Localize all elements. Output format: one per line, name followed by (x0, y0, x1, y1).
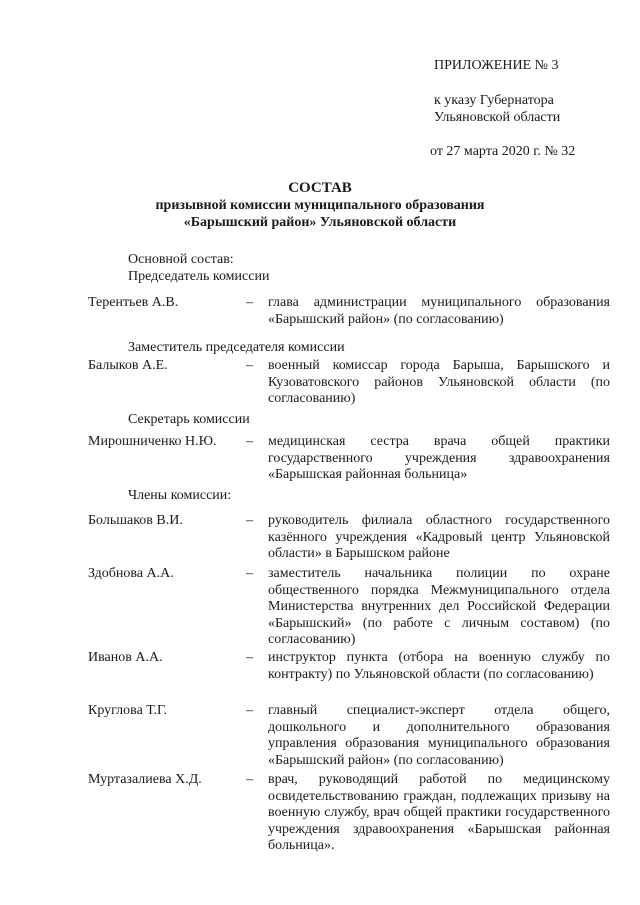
person-description: медицинская сестра врача общей практики государственного учреждения здравоохранения «Барышская районная больница» (268, 434, 610, 482)
document-title: СОСТАВ (288, 180, 352, 196)
person-dash: – (246, 358, 253, 373)
person-name: Круглова Т.Г. (88, 703, 167, 718)
document-subtitle-1: призывной комиссии муниципального образования (155, 198, 485, 213)
decree-line-1: к указу Губернатора (434, 93, 554, 108)
person-name: Балыков А.Е. (88, 358, 168, 373)
person-description: руководитель филиала областного государственного казённого учреждения «Кадровый центр Ульяновской области» в Барышском районе (268, 513, 610, 561)
person-name: Иванов А.А. (88, 650, 163, 665)
decree-line-2: Ульяновской области (434, 110, 561, 125)
person-dash: – (246, 566, 253, 581)
person-name: Большаков В.И. (88, 513, 183, 528)
person-name: Муртазалиева Х.Д. (88, 772, 202, 787)
person-name: Терентьев А.В. (88, 295, 179, 310)
person-description: глава администрации муниципального образования «Барышский район» (по согласованию) (268, 295, 610, 327)
section-secretary: Секретарь комиссии (128, 412, 250, 427)
decree-date: от 27 марта 2020 г. № 32 (430, 144, 576, 159)
person-dash: – (246, 703, 253, 718)
person-description: врач, руководящий работой по медицинскому освидетельствованию граждан, подлежащих призыву на военную службу, врач общей практики государственного учреждения здравоохранения «Барышская районная больница». (268, 772, 610, 853)
section-chairman: Председатель комиссии (128, 269, 270, 284)
person-description: военный комиссар города Барыша, Барышского и Кузоватовского районов Ульяновской области (по согласованию) (268, 358, 610, 406)
section-main: Основной состав: (128, 252, 234, 267)
person-name: Мирошниченко Н.Ю. (88, 434, 217, 449)
person-description: заместитель начальника полиции по охране общественного порядка Межмуниципального отдела Министерства внутренних дел Российской Федерации «Барышский» (по работе с личным составом) (по согласованию) (268, 566, 610, 647)
person-name: Здобнова А.А. (88, 566, 174, 581)
section-members: Члены комиссии: (128, 488, 232, 503)
person-description: главный специалист-эксперт отдела общего, дошкольного и дополнительного образования управления образования муниципального образования «Барышский район» (по согласованию) (268, 703, 610, 768)
person-dash: – (246, 295, 253, 310)
person-dash: – (246, 772, 253, 787)
person-dash: – (246, 513, 253, 528)
section-deputy: Заместитель председателя комиссии (128, 340, 345, 355)
person-dash: – (246, 434, 253, 449)
document-subtitle-2: «Барышский район» Ульяновской области (183, 215, 457, 230)
person-dash: – (246, 650, 253, 665)
person-description: инструктор пункта (отбора на военную службу по контракту) по Ульяновской области (по согласованию) (268, 650, 610, 682)
appendix-label: ПРИЛОЖЕНИЕ № 3 (434, 58, 559, 73)
